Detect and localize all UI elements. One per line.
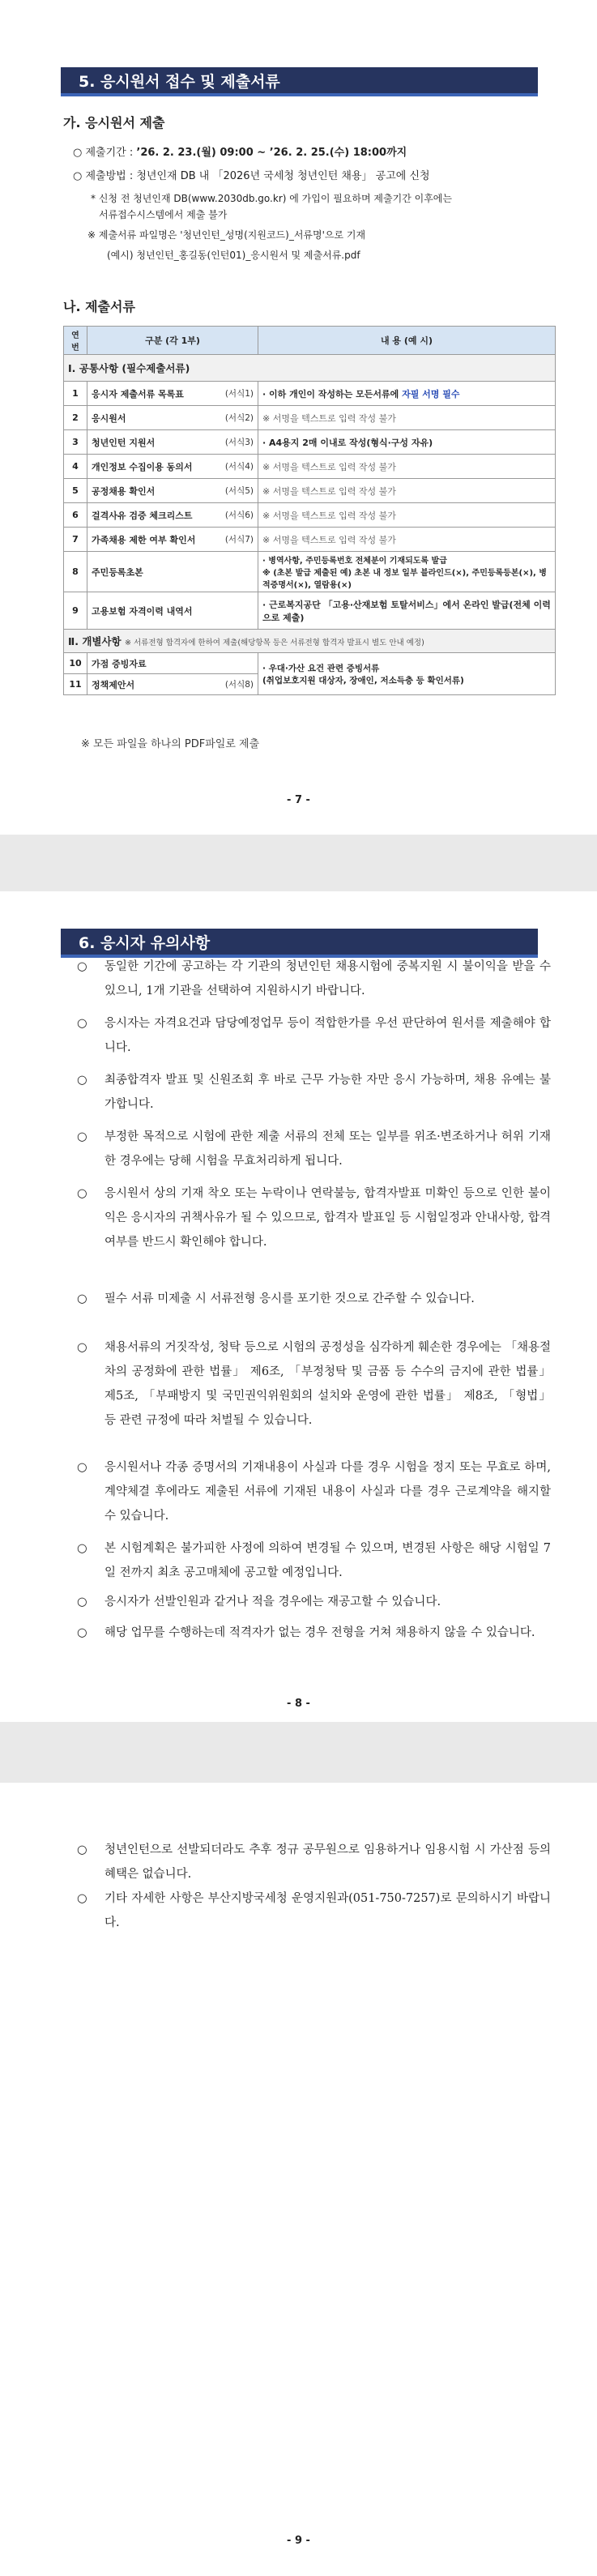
method-line bbox=[73, 167, 430, 182]
section-title: 6. 응시자 유의사항 bbox=[61, 929, 538, 958]
table-row bbox=[64, 592, 556, 630]
row-number: 7 bbox=[64, 528, 87, 552]
list-item: ○ 응시원서 상의 기재 착오 또는 누락이나 연락불능, 합격자발표 미확인 등으로 인한 불이익은 응시자의 귀책사유가 될 수 있으므로, 합격자 발표일 등 시험일정과 안내사항, 합격여부를 반드시 확인해야 합니다. bbox=[77, 1187, 551, 1249]
page-number: - 9 - bbox=[287, 2535, 310, 2547]
table-row bbox=[64, 528, 556, 552]
row-name: 가점 증빙자료 bbox=[87, 653, 258, 674]
bullet-mark: ○ bbox=[73, 147, 83, 159]
group-row: Ⅰ. 공통사항 (필수제출서류) bbox=[64, 355, 556, 382]
column-header: 연번 bbox=[64, 327, 87, 355]
list-item: ○ 응시자가 선발인원과 같거나 적을 경우에는 재공고할 수 있습니다. bbox=[77, 1596, 441, 1608]
table-row bbox=[64, 382, 556, 406]
page-7 bbox=[0, 0, 597, 835]
row-number: 9 bbox=[64, 592, 87, 630]
row-content: ※ 서명을 텍스트로 입력 작성 불가 bbox=[258, 406, 556, 430]
row-content: · 우대·가산 요건 관련 증빙서류 (취업보호지원 대상자, 장애인, 저소득층 등 확인서류) bbox=[258, 653, 556, 695]
section-title: 5. 응시원서 접수 및 제출서류 bbox=[61, 67, 538, 96]
bullet-mark: ○ bbox=[73, 170, 83, 182]
documents-table bbox=[63, 326, 556, 695]
list-item: ○ 최종합격자 발표 및 신원조회 후 바로 근무 가능한 자만 응시 가능하며, 채용 유예는 불가합니다. bbox=[77, 1074, 551, 1111]
page-number: - 8 - bbox=[287, 1698, 310, 1710]
row-name: 청년인턴 지원서 (서식3) bbox=[87, 430, 258, 455]
list-item: ○ 본 시험계획은 불가피한 사정에 의하여 변경될 수 있으며, 변경된 사항은 해당 시험일 7일 전까지 최초 공고매체에 공고할 예정입니다. bbox=[77, 1542, 551, 1579]
row-name: 개인정보 수집이용 동의서 (서식4) bbox=[87, 455, 258, 479]
row-number: 4 bbox=[64, 455, 87, 479]
page-8 bbox=[0, 891, 597, 1722]
table-row bbox=[64, 653, 556, 674]
row-number: 3 bbox=[64, 430, 87, 455]
table-row bbox=[64, 479, 556, 503]
list-item: ○ 응시원서나 각종 증명서의 기재내용이 사실과 다를 경우 시험을 정지 또는 무효로 하며, 계약체결 후에라도 제출된 서류에 기재된 내용이 사실과 다를 경우 근로계약을 해지할 수 있습니다. bbox=[77, 1461, 551, 1523]
column-header: 내 용 (예 시) bbox=[258, 327, 556, 355]
period-value: ’26. 2. 23.(월) 09:00 ~ ’26. 2. 25.(수) 18:00까지 bbox=[136, 147, 407, 159]
row-number: 5 bbox=[64, 479, 87, 503]
row-number: 8 bbox=[64, 552, 87, 592]
list-item: ○ 청년인턴으로 선발되더라도 추후 정규 공무원으로 임용하거나 임용시험 시 가산점 등의 혜택은 없습니다. bbox=[77, 1843, 551, 1881]
subsection-title: 나. 제출서류 bbox=[63, 299, 135, 314]
note-line: ※ 제출서류 파일명은 '청년인턴_성명(지원코드)_서류명'으로 기재 bbox=[87, 229, 366, 241]
list-item: ○ 채용서류의 거짓작성, 청탁 등으로 시험의 공정성을 심각하게 훼손한 경우에는 「채용절차의 공정화에 관한 법률」 제6조, 「부정청탁 및 금품 등 수수의 금지에 관한 법률」 제5조, 「부패방지 및 국민권익위원회의 설치와 운영에 관한 법률」 제8조, 「형법」 등 관련 규정에 따라 처벌될 수 있습니다. bbox=[77, 1341, 551, 1427]
table-row bbox=[64, 430, 556, 455]
list-item: ○ 기타 자세한 사항은 부산지방국세청 운영지원과(051-750-7257)로 문의하시기 바랍니다. bbox=[77, 1892, 551, 1929]
row-name: 고용보험 자격이력 내역서 bbox=[87, 592, 258, 630]
note-line: * 신청 전 청년인재 DB(www.2030db.go.kr) 에 가입이 필요하며 제출기간 이후에는 bbox=[91, 193, 452, 204]
row-name: 가족채용 제한 여부 확인서 (서식7) bbox=[87, 528, 258, 552]
table-row bbox=[64, 406, 556, 430]
method-value: 청년인재 DB 내 「2026년 국세청 청년인턴 채용」 공고에 신청 bbox=[136, 170, 430, 182]
list-item: ○ 필수 서류 미제출 시 서류전형 응시를 포기한 것으로 간주할 수 있습니다. bbox=[77, 1292, 475, 1305]
final-note: ※ 모든 파일을 하나의 PDF파일로 제출 bbox=[81, 738, 260, 750]
table-row bbox=[64, 552, 556, 592]
row-number: 6 bbox=[64, 503, 87, 528]
row-number: 1 bbox=[64, 382, 87, 406]
row-content: ※ 서명을 텍스트로 입력 작성 불가 bbox=[258, 455, 556, 479]
list-item: ○ 동일한 기간에 공고하는 각 기관의 청년인턴 채용시험에 중복지원 시 불이익을 받을 수 있으니, 1개 기관을 선택하여 지원하시기 바랍니다. bbox=[77, 960, 551, 998]
column-header: 구분 (각 1부) bbox=[87, 327, 258, 355]
row-content: · 근로복지공단 「고용·산재보험 토탈서비스」에서 온라인 발급(전체 이력으로 제출) bbox=[258, 592, 556, 630]
group-row: Ⅱ. 개별사항 ※ 서류전형 합격자에 한하여 제출(해당항목 등은 서류전형 합격자 발표시 별도 안내 예정) bbox=[64, 630, 556, 653]
table-row bbox=[64, 455, 556, 479]
row-name: 주민등록초본 bbox=[87, 552, 258, 592]
row-number: 11 bbox=[64, 674, 87, 695]
table-row bbox=[64, 503, 556, 528]
row-name: 응시자 제출서류 목록표 (서식1) bbox=[87, 382, 258, 406]
list-item: ○ 응시자는 자격요건과 담당예정업무 등이 적합한가를 우선 판단하여 원서를 제출해야 합니다. bbox=[77, 1017, 551, 1054]
row-content: ※ 서명을 텍스트로 입력 작성 불가 bbox=[258, 503, 556, 528]
row-name: 정책제안서 (서식8) bbox=[87, 674, 258, 695]
page-9 bbox=[0, 1783, 597, 2576]
list-item: ○ 부정한 목적으로 시험에 관한 제출 서류의 전체 또는 일부를 위조·변조하거나 허위 기재한 경우에는 당해 시험을 무효처리하게 됩니다. bbox=[77, 1130, 551, 1168]
period-label: 제출기간 : bbox=[85, 147, 134, 159]
row-number: 10 bbox=[64, 653, 87, 674]
method-label: 제출방법 : bbox=[85, 170, 134, 182]
row-name: 걸격사유 검증 체크리스트 (서식6) bbox=[87, 503, 258, 528]
note-line: (예시) 청년인턴_홍길동(인턴01)_응시원서 및 제출서류.pdf bbox=[107, 250, 360, 261]
row-content: · A4용지 2매 이내로 작성(형식·구성 자유) bbox=[258, 430, 556, 455]
period-line bbox=[73, 143, 407, 159]
row-content: ※ 서명을 텍스트로 입력 작성 불가 bbox=[258, 528, 556, 552]
note-line: 서류접수시스템에서 제출 불가 bbox=[99, 209, 228, 220]
page-number: - 7 - bbox=[287, 794, 310, 806]
row-content: ※ 서명을 텍스트로 입력 작성 불가 bbox=[258, 479, 556, 503]
list-item: ○ 해당 업무를 수행하는데 적격자가 없는 경우 전형을 거쳐 채용하지 않을 수 있습니다. bbox=[77, 1626, 535, 1639]
subsection-title: 가. 응시원서 제출 bbox=[63, 115, 165, 130]
row-number: 2 bbox=[64, 406, 87, 430]
row-content: · 이하 개인이 작성하는 모든서류에 자필 서명 필수 bbox=[258, 382, 556, 406]
row-name: 응시원서 (서식2) bbox=[87, 406, 258, 430]
row-name: 공정채용 확인서 (서식5) bbox=[87, 479, 258, 503]
row-content: · 병역사항, 주민등록번호 전체분이 기재되도록 발급 ※ (초본 발급 제출된 예) 초본 내 정보 일부 블라인드(×), 주민등록등본(×), 병적증명서(×), 열람용(×) bbox=[258, 552, 556, 592]
